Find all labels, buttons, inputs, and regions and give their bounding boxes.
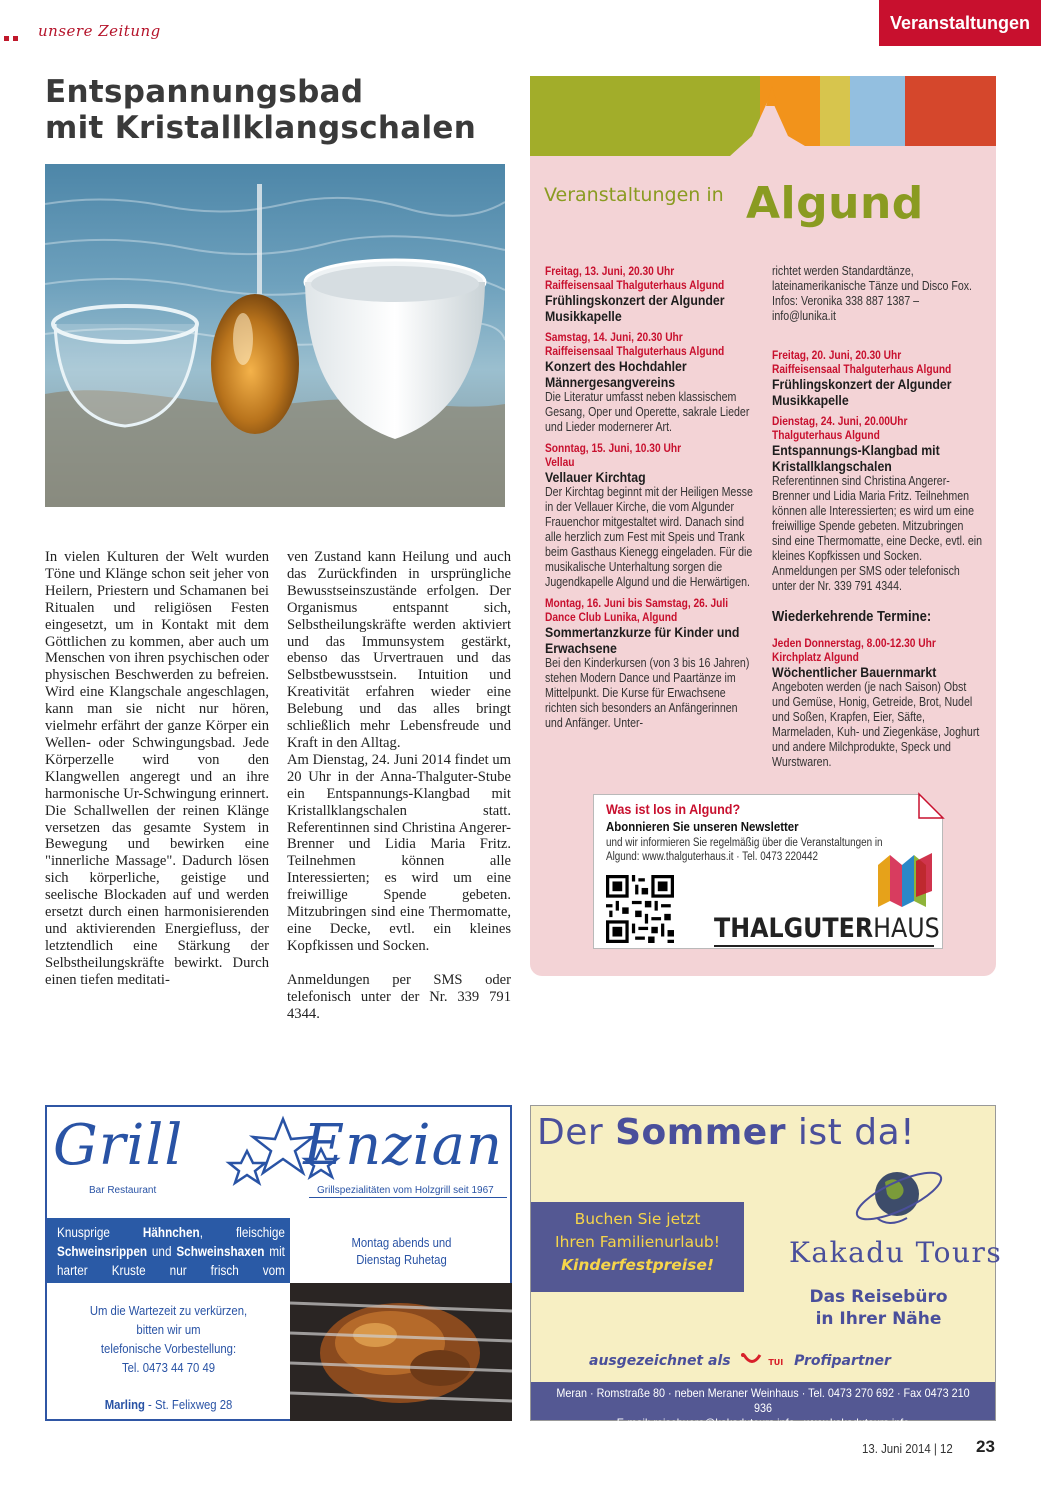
globe-icon [849, 1158, 949, 1236]
info-line: bitten wir um [136, 1322, 201, 1337]
specials-text: Knusprige [57, 1225, 143, 1240]
newsletter-heading: Abonnieren Sie unseren Newsletter [606, 819, 799, 834]
event-item [545, 596, 760, 731]
grill-subtitle-right: Grillspezialitäten vom Holzgrill seit 1967 [317, 1185, 494, 1196]
event-description: Angeboten werden (je nach Saison) Obst und Gemüse, Honig, Getreide, Brot, Nudel und Soßen, Krapfen, Eier, Säfte, Marmeladen, Kuh- und Ziegenkäse, Joghurt und andere Milchprodukte, Speck und Wurstwaren. [772, 680, 980, 769]
event-item [772, 414, 990, 594]
event-date: Dienstag, 24. Juni, 20.00Uhr [772, 414, 908, 428]
event-item [545, 330, 760, 435]
closing-line: Dienstag Ruhetag [355, 1251, 447, 1267]
grill-specials [47, 1218, 290, 1297]
event-date: Freitag, 20. Juni, 20.30 Uhr [772, 348, 902, 362]
grill-subtitle-underline [309, 1197, 507, 1198]
grill-logo-right: Enzian [303, 1113, 504, 1178]
thalguterhaus-logo-mark [876, 851, 934, 909]
newsletter-box [593, 794, 943, 949]
article-headline [45, 74, 525, 146]
grilled-chicken-photo [290, 1283, 512, 1421]
event-place: Kirchplatz Algund [772, 650, 859, 664]
event-title: Entspannungs-Klangbad mit Kristallklangschalen [772, 442, 940, 474]
event-description-continued: richtet werden Standardtänze, lateinamerikanische Tänze und Disco Fox. Infos: Veronika 338 887 1387 – info@lunika.it [772, 264, 973, 323]
event-date: Samstag, 14. Juni, 20.30 Uhr [545, 330, 683, 344]
newsletter-text: und wir informieren Sie regelmäßig über die Veranstaltungen in Algund: www.thalguterhaus.it · Tel. 0473 220442 [606, 837, 883, 863]
event-title: Wöchentlicher Bauernmarkt [772, 664, 937, 680]
event-date: Sonntag, 15. Juni, 10.30 Uhr [545, 441, 682, 455]
issue-date: 13. Juni 2014 | 12 [862, 1441, 953, 1456]
specials-text: und [147, 1244, 177, 1259]
recurring-heading: Wiederkehrende Termine: [772, 609, 932, 625]
headline-part: ist da! [785, 1112, 916, 1153]
panel-title-prefix: Veranstaltungen in [544, 184, 724, 206]
callout-line: Ihren Familienurlaub! [555, 1233, 720, 1251]
event-title: Vellauer Kirchtag [545, 469, 646, 485]
grill-logo-left: Grill [53, 1113, 184, 1178]
qr-code-icon[interactable] [606, 875, 674, 943]
kakadu-tours-logo: Kakadu Tours [789, 1236, 1003, 1269]
specials-highlight: Holzkohlegrill! [57, 1282, 138, 1297]
event-place: Thalguterhaus Algund [772, 428, 880, 442]
event-item [772, 348, 990, 408]
brand-logo: unsere Zeitung [38, 22, 161, 40]
event-title: Konzert des Hochdahler Männergesangvereins [545, 358, 687, 390]
article-paragraph: ven Zustand kann Heilung und auch das Zurückfinden in ursprüngliche Bewusstseinszustände erfolgen. Der Organismus entspannt sich, Selbstheilungskräfte werden aktiviert und das Immunsystem gestärkt, ebenso das Urvertrauen und das Selbstbewusstsein. Intuition und Kreativität erfahren wieder eine Belebung und das alles bringt schließlich mehr Lebensfreude und Kraft in den Alltag. [287, 549, 511, 751]
section-tab: Veranstaltungen [879, 0, 1041, 46]
tui-award [589, 1352, 891, 1369]
event-place: Vellau [545, 455, 575, 469]
headline-part: Der [537, 1112, 616, 1153]
page-number: 23 [976, 1437, 995, 1456]
sommer-headline [537, 1112, 915, 1153]
wordmark-light: HAUS [873, 913, 940, 944]
event-place: Dance Club Lunika, Algund [545, 610, 678, 624]
event-date: Montag, 16. Juni bis Samstag, 26. Juli [545, 596, 729, 610]
callout-line: Buchen Sie jetzt [574, 1210, 701, 1228]
events-column-1 [545, 264, 760, 737]
event-item [545, 264, 760, 324]
footer-address: Meran · Romstraße 80 · neben Meraner Weinhaus · Tel. 0473 270 692 · Fax 0473 210 936 [556, 1386, 970, 1415]
events-column-2 [772, 264, 990, 776]
crystal-bowls-photo [45, 164, 505, 507]
info-line: Um die Wartezeit zu verkürzen, [89, 1303, 248, 1318]
page-corner-icon [919, 794, 943, 818]
headline-line-2: mit Kristallklangschalen [45, 110, 477, 146]
header-dots [4, 28, 26, 34]
grill-subtitle-left: Bar Restaurant [89, 1185, 157, 1196]
event-description: Referentinnen sind Christina Angerer-Brenner und Lidia Maria Fritz. Teilnehmen können alle Interessierten; es wird um eine freiwillige Spende gebeten. Mitzubringen sind eine Thermomatte, eine Decke, evtl. ein kleines Kopfkissen und Socken. Anmeldungen per SMS oder telefonisch unter der Nr. 339 791 4344. [772, 474, 983, 593]
specials-text: mit harter Kruste nur frisch vom [57, 1244, 285, 1278]
article-column-1: In vielen Kulturen der Welt wurden Töne und Klänge schon seit jeher von Heilern, Priestern und Schamanen bei Ritualen und religiösen Festen eingesetzt, um in Kontakt mit dem Göttlichen zu kommen, aber auch um Menschen von ihren psychischen oder physischen Beschwerden zu befreien. Wird eine Klangschale angeschlagen, kann man sie nicht nur hören, vielmehr erfährt der ganze Körper ein Wellen- oder Schwingungsbad. Jede Körperzelle wird von den Klangwellen angeregt und an ihre harmonische Ur-Schwingung erinnert. Die Schallwellen der reinen Klänge versetzen das gesamte System in Bewegung und bewirken eine "innerliche Massage". Dadurch lösen sich körperliche, geistige und seelische Blockaden auf und werden ersetzt durch einen harmonisierenden und aktivierenden Energiefluss, der letztendlich eine Stärkung der Selbstheilungskräfte bewirkt. Durch einen tiefen meditati- [45, 549, 269, 988]
thalguterhaus-wordmark [714, 913, 940, 944]
event-place: Raiffeisensaal Thalguterhaus Algund [545, 278, 725, 292]
event-place: Raiffeisensaal Thalguterhaus Algund [772, 362, 952, 376]
kakadu-contact-footer [531, 1382, 995, 1430]
specials-highlight: Schweinsrippen [57, 1244, 148, 1259]
callout-highlight: Kinderfestpreise! [561, 1256, 714, 1274]
booking-callout [531, 1202, 744, 1292]
event-title: Sommertanzkurze für Kinder und Erwachsene [545, 624, 740, 656]
newsletter-question: Was ist los in Algund? [606, 801, 741, 817]
footer-web[interactable]: E-mail: reisebuero@kakadutours.info · www.kakadutours.info [616, 1416, 910, 1430]
award-text: Profipartner [794, 1353, 891, 1369]
enzian-flower-icon [225, 1111, 341, 1191]
specials-highlight: Schweinshaxen [176, 1244, 265, 1259]
event-item [545, 441, 760, 590]
specials-highlight: Hähnchen [142, 1225, 200, 1240]
specials-text: , fleischige [199, 1225, 285, 1240]
event-item [772, 636, 990, 770]
wordmark-bold: THALGUTER [714, 913, 874, 944]
grill-contact-info [47, 1283, 290, 1421]
article-column-2 [287, 549, 511, 1022]
info-line: telefonische Vorbestellung: [100, 1341, 237, 1356]
grill-enzian-ad[interactable] [45, 1105, 512, 1421]
event-place: Raiffeisensaal Thalguterhaus Algund [545, 344, 725, 358]
event-description: Bei den Kinderkursen (von 3 bis 16 Jahren) stehen Modern Dance und Paartänze im Mittelpunkt. Die Kurse für Erwachsene richten sich besonders an Anfängerinnen und Anfänger. Unter- [545, 656, 750, 730]
event-description: Die Literatur umfasst neben klassischem Gesang, Oper und Operette, sakrale Lieder und Lieder modernerer Art. [545, 390, 750, 434]
tui-label: TUI [768, 1358, 784, 1367]
grill-phone[interactable]: Tel. 0473 44 70 49 [121, 1360, 216, 1375]
wordmark-underline [714, 945, 934, 947]
address-town: Marling [104, 1397, 145, 1412]
headline-line-1: Entspannungsbad [45, 74, 364, 110]
event-date: Jeden Donnerstag, 8.00-12.30 Uhr [772, 636, 936, 650]
headline-bold: Sommer [615, 1112, 786, 1153]
event-title: Frühlingskonzert der Algunder Musikkapelle [772, 376, 952, 408]
tui-smile-icon [741, 1352, 763, 1366]
address-street: - St. Felixweg 28 [144, 1397, 233, 1412]
event-date: Freitag, 13. Juni, 20.30 Uhr [545, 264, 675, 278]
slogan-line: Das Reisebüro [809, 1287, 948, 1307]
grill-closing-days [290, 1218, 512, 1283]
article-paragraph: Am Dienstag, 24. Juni 2014 findet um 20 Uhr in der Anna-Thalguter-Stube ein Entspannungs-Klangbad mit Kristallklangschalen statt. Referentinnen sind Christina Angerer-Brenner und Lidia Maria Fritz. Teilnehmen können alle Interessierten; es wird um eine freiwillige Spende gebeten. Mitzubringen sind eine Thermomatte, eine Decke, evtl. ein kleines Kopfkissen und Socken. [287, 751, 511, 954]
award-text: ausgezeichnet als [589, 1353, 731, 1369]
panel-title-algund: Algund [746, 178, 924, 229]
article-paragraph: Anmeldungen per SMS oder telefonisch unter der Nr. 339 791 4344. [287, 971, 511, 1022]
event-description: Der Kirchtag beginnt mit der Heiligen Messe in der Vellauer Kirche, die vom Algunder Frauenchor mitgestaltet wird. Danach sind alle herzlich zum Fest mit Speis und Trank beim Gasthaus Kienegg eingeladen. Für die musikalische Unterhaltung sorgen die Jugendkapelle Algund und die Herwärtigen. [545, 485, 753, 589]
grill-address [63, 1395, 274, 1414]
kakadu-tours-ad[interactable] [530, 1105, 1003, 1430]
slogan-line: in Ihrer Nähe [815, 1309, 942, 1329]
closing-line: Montag abends und [351, 1234, 451, 1250]
event-title: Frühlingskonzert der Algunder Musikkapelle [545, 292, 725, 324]
kakadu-slogan [771, 1286, 986, 1330]
